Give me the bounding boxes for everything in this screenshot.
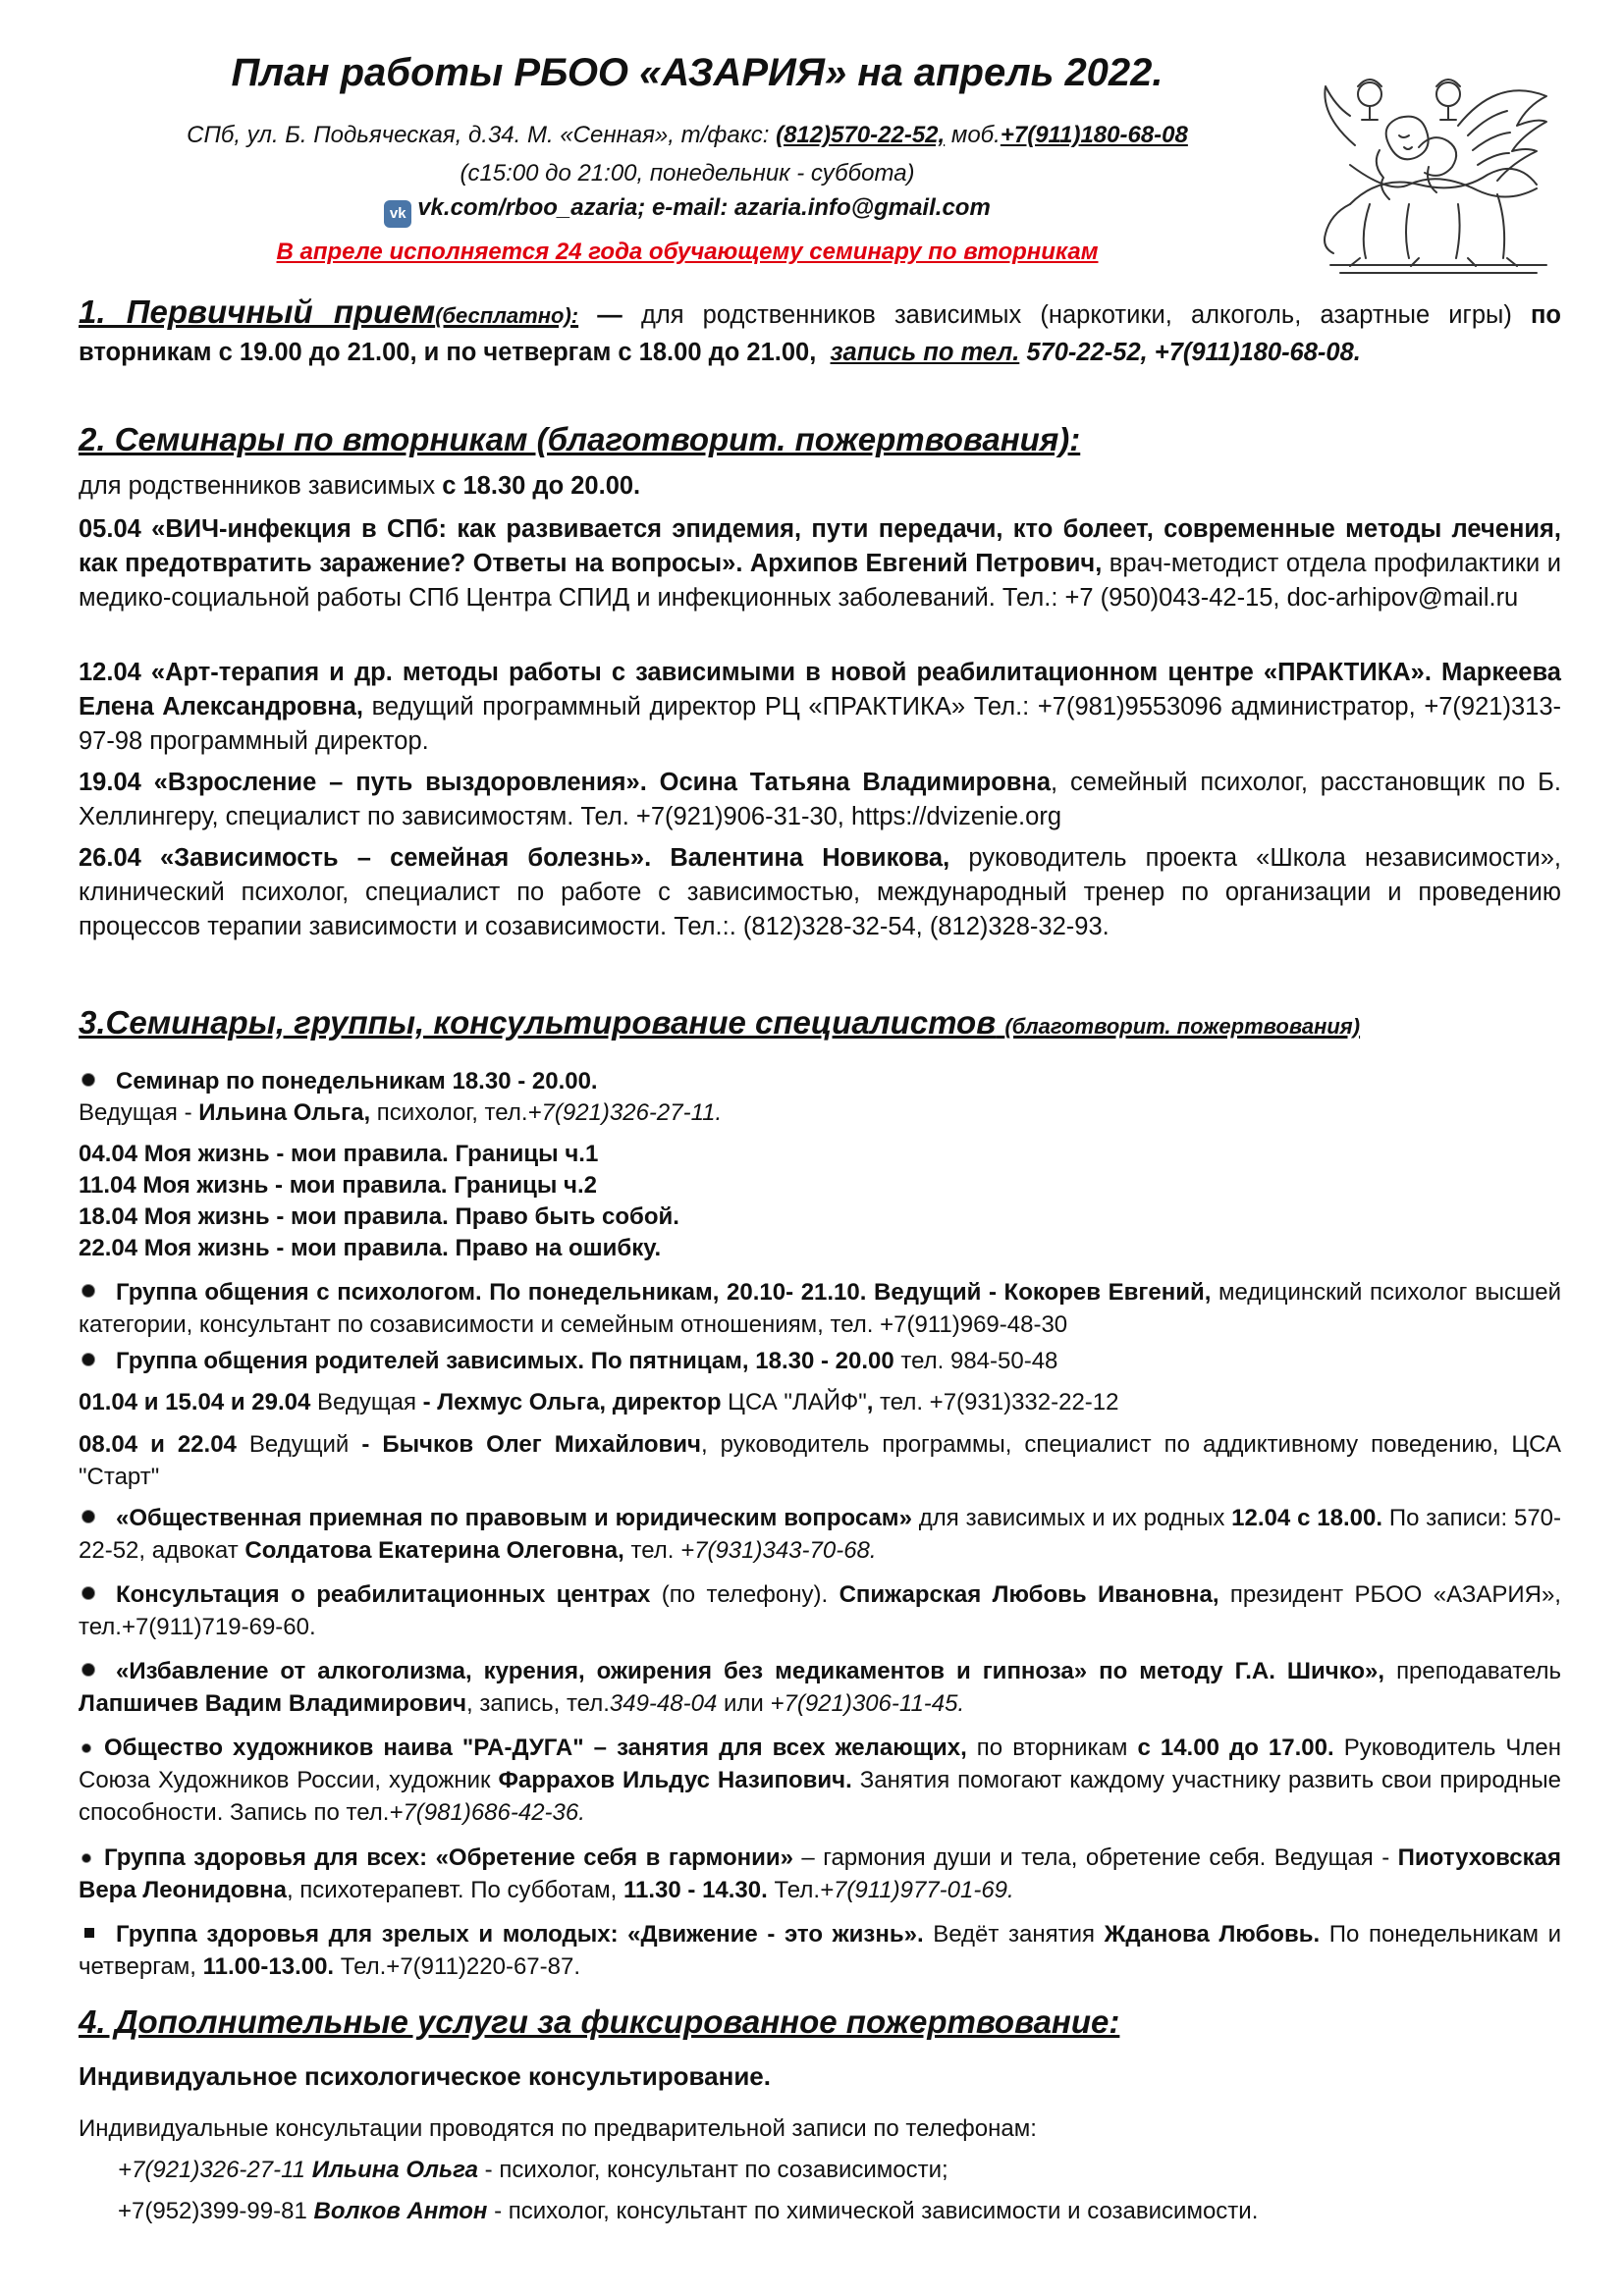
legal-reception-text-2: По записи: 570-22-52, адвокат <box>79 1505 1562 1564</box>
legal-reception-tel-label: тел. <box>623 1537 681 1564</box>
consultant-2 <box>79 2195 1561 2227</box>
phone-link[interactable]: (812)570-22-52, <box>776 122 946 148</box>
section-3-title: 3.Семинары, группы, консультирование специалистов <box>79 1004 997 1041</box>
artists-society-text-2: Руководитель Член Союза Художников России, художник <box>79 1735 1561 1793</box>
legal-reception-phone: +7(931)343-70-68. <box>680 1537 877 1564</box>
section-1-schedule: по вторникам с 19.00 до 21.00, и по четвергам с 18.00 до 21.00, <box>79 301 1561 366</box>
artists-society <box>79 1732 1561 1829</box>
session-org: ЦСА "ЛАЙФ" <box>721 1389 867 1415</box>
bullet-icon <box>82 1074 94 1086</box>
section-4-subtitle: Индивидуальное психологическое консультирование. <box>79 2061 771 2091</box>
section-2-title: 2. Семинары по вторникам (благотворит. пожертвования): <box>79 421 1081 457</box>
parents-group <box>79 1345 1561 1377</box>
psychologist-group-text: медицинский психолог высшей категории, консультант по созависимости и семейным отношениям, тел. +7(911)969-48-30 <box>79 1279 1561 1338</box>
shichko-method <box>79 1655 1561 1720</box>
bullet-icon <box>82 1854 90 1862</box>
psychologist-group <box>79 1276 1561 1341</box>
section-3-heading <box>79 1003 1561 1046</box>
seminar-title: 26.04 «Зависимость – семейная болезнь». Валентина Новикова, <box>79 844 950 872</box>
rehab-consultation <box>79 1578 1561 1643</box>
movement-group-text-2: По понедельникам и четвергам, <box>79 1921 1562 1980</box>
legal-reception-lawyer: Солдатова Екатерина Олеговна, <box>244 1537 624 1564</box>
health-group-tel-label: Тел. <box>767 1877 820 1903</box>
health-group-leader: Пиотуховская Вера Леонидовна <box>79 1844 1561 1903</box>
section-4-intro <box>79 2112 1561 2145</box>
health-group-text-2: , психотерапевт. По субботам, <box>286 1877 623 1903</box>
friday-session-1 <box>79 1386 1561 1418</box>
shichko-method-text: преподаватель <box>1384 1658 1562 1684</box>
list-item: 22.04 Моя жизнь - мои правила. Право на ошибку. <box>79 1235 662 1261</box>
session-dates: 01.04 и 15.04 и 29.04 <box>79 1389 311 1415</box>
legal-reception <box>79 1502 1561 1567</box>
section-2-intro-time: с 18.30 до 20.00. <box>442 472 641 500</box>
seminar-details: руководитель проекта «Школа независимости», клинический психолог, специалист по работе с зависимостью, международный тренер по организации и проведению процессов терапии зависимости и созависимости. Тел.:. (812)328-32-54, (812)328-32-93. <box>79 844 1561 940</box>
session-lead-label: Ведущий <box>236 1431 362 1458</box>
section-1-record-link[interactable]: запись по тел. <box>830 339 1020 366</box>
monday-seminar-title: Семинар по понедельникам 18.30 - 20.00. <box>116 1068 598 1095</box>
shichko-method-or: или <box>717 1690 771 1717</box>
section-1-note: (бесплатно): <box>435 303 579 328</box>
section-1-phones: 570-22-52, +7(911)180-68-08. <box>1019 339 1361 366</box>
artists-society-text-3: Занятия помогают каждому участнику развить свои природные способности. Запись по тел. <box>79 1767 1561 1826</box>
session-phone: тел. +7(931)332-22-12 <box>873 1389 1119 1415</box>
mobile-phone-link[interactable]: +7(911)180-68-08 <box>1000 122 1188 148</box>
seminar-title: 12.04 «Арт-терапия и др. методы работы с зависимыми в новой реабилитационном центре «ПРАКТИКА». Маркеева Елена Александровна, <box>79 659 1561 721</box>
health-group-text: – гармония души и тела, обретение себя. Ведущая - <box>792 1844 1398 1871</box>
section-1-heading: 1. Первичный прием <box>79 294 436 330</box>
square-bullet-icon <box>84 1928 94 1938</box>
rehab-consultation-text-2: президент РБОО «АЗАРИЯ», тел.+7(911)719-69-60. <box>79 1581 1561 1640</box>
health-group-movement <box>79 1918 1561 1983</box>
session-lead-label: Ведущая <box>310 1389 423 1415</box>
shichko-method-phone-1: 349-48-04 <box>609 1690 718 1717</box>
movement-group-phone: Тел.+7(911)220-67-87. <box>334 1953 580 1980</box>
section-4-intro-text: Индивидуальные консультации проводятся по предварительной записи по телефонам: <box>79 2115 1037 2142</box>
monday-lead-phone: +7(921)326-27-11. <box>527 1099 723 1126</box>
movement-group-leader: Жданова Любовь. <box>1104 1921 1321 1948</box>
shichko-method-title: «Избавление от алкоголизма, курения, ожирения без медикаментов и гипноза» по методу Г.А. Шичко», <box>116 1658 1385 1684</box>
monday-seminar <box>79 1066 1561 1129</box>
list-item: 04.04 Моя жизнь - мои правила. Границы ч.1 <box>79 1141 599 1167</box>
psychologist-group-title: Группа общения с психологом. По понедельникам, 20.10- 21.10. Ведущий - Кокорев Евгений, <box>116 1279 1212 1306</box>
seminar-details: ведущий программный директор РЦ «ПРАКТИКА» Тел.: +7(981)9553096 администратор, +7(921)313-97-98 программный директор. <box>79 693 1562 755</box>
monday-topics-list <box>79 1139 1561 1264</box>
hours-line: (с15:00 до 21:00, понедельник - суббота) <box>460 160 915 187</box>
seminar-details: , семейный психолог, расстановщик по Б. Хеллингеру, специалист по зависимостям. Тел. +7(921)906-31-30, https://dvizenie.org <box>79 769 1561 830</box>
consultant-name: Ильина Ольга <box>305 2157 478 2183</box>
contacts-text[interactable]: vk.com/rboo_azaria; e-mail: azaria.info@gmail.com <box>417 194 991 221</box>
health-group-phone: +7(911)977-01-69. <box>820 1877 1014 1903</box>
seminar-title: 19.04 «Взросление – путь выздоровления». Осина Татьяна Владимировна <box>79 769 1052 796</box>
health-group-time: 11.30 - 14.30. <box>623 1877 768 1903</box>
rehab-consultation-title: Консультация о реабилитационных центрах <box>116 1581 651 1608</box>
address-text: СПб, ул. Б. Подьяческая, д.34. М. «Сенная», т/факс: <box>187 122 777 148</box>
consultant-name: Волков Антон <box>306 2198 488 2224</box>
anniversary-notice: В апреле исполняется 24 года обучающему семинару по вторникам <box>276 239 1099 265</box>
consultant-phone: +7(921)326-27-11 <box>118 2157 306 2183</box>
bullet-icon <box>82 1285 94 1297</box>
parents-group-phone: тел. 984-50-48 <box>893 1348 1058 1374</box>
consultant-role: - психолог, консультант по созависимости; <box>478 2157 948 2183</box>
rehab-consultation-text: (по телефону). <box>650 1581 839 1608</box>
health-group-harmony <box>79 1842 1561 1906</box>
monday-lead-name: Ильина Ольга, <box>198 1099 371 1126</box>
dash: — <box>578 301 641 329</box>
session-lead-name: - Бычков Олег Михайлович <box>361 1431 701 1458</box>
legal-reception-date: 12.04 с 18.00. <box>1231 1505 1382 1531</box>
bullet-icon <box>82 1744 90 1752</box>
movement-group-text: Ведёт занятия <box>923 1921 1105 1948</box>
session-lead-name: - Лехмус Ольга, директор <box>422 1389 722 1415</box>
page-title: План работы РБОО «АЗАРИЯ» на апрель 2022. <box>231 51 1164 94</box>
bullet-icon <box>82 1664 94 1676</box>
seminar-item <box>79 766 1561 834</box>
seminar-title: 05.04 «ВИЧ-инфекция в СПб: как развивается эпидемия, пути передачи, кто болеет, современные методы лечения, как предотвратить заражение? Ответы на вопросы». Архипов Евгений Петрович, <box>79 515 1561 577</box>
session-comma: , <box>866 1389 874 1415</box>
session-dates: 08.04 и 22.04 <box>79 1431 237 1458</box>
bullet-icon <box>82 1354 94 1365</box>
address-line <box>88 122 1286 149</box>
list-item: 18.04 Моя жизнь - мои правила. Право быть собой. <box>79 1203 679 1230</box>
seminar-details: врач-методист отдела профилактики и медико-социальной работы СПб Центра СПИД и инфекционных заболеваний. Тел.: +7 (950)043-42-15, doc-arhipov@mail.ru <box>79 550 1561 612</box>
session-details: , руководитель программы, специалист по аддиктивному поведению, ЦСА "Старт" <box>79 1431 1561 1490</box>
legal-reception-title: «Общественная приемная по правовым и юридическим вопросам» <box>116 1505 912 1531</box>
section-2-intro <box>79 469 1561 504</box>
section-1-text: для родственников зависимых (наркотики, алкоголь, азартные игры) <box>640 301 1532 329</box>
artists-society-phone: +7(981)686-42-36. <box>389 1799 585 1826</box>
artists-society-leader: Фаррахов Ильдус Назипович. <box>498 1767 852 1793</box>
shichko-method-teacher: Лапшичев Вадим Владимирович <box>79 1690 467 1717</box>
seminar-item <box>79 841 1561 944</box>
vk-icon: vk <box>384 200 411 228</box>
movement-group-time: 11.00-13.00. <box>202 1953 335 1980</box>
friday-session-2 <box>79 1428 1561 1493</box>
section-4-heading <box>79 2002 1561 2043</box>
monday-lead-prefix: Ведущая - <box>79 1099 199 1126</box>
artists-society-text: по вторникам <box>966 1735 1138 1761</box>
movement-group-title: Группа здоровья для зрелых и молодых: «Движение - это жизнь». <box>116 1921 924 1948</box>
legal-reception-text: для зависимых и их родных <box>911 1505 1232 1531</box>
seminar-item <box>79 656 1561 759</box>
contacts-line <box>88 194 1286 228</box>
bullet-icon <box>82 1587 94 1599</box>
section-4-title: 4. Дополнительные услуги за фиксированное пожертвование: <box>79 2003 1120 2040</box>
rehab-consultation-name: Спижарская Любовь Ивановна, <box>839 1581 1219 1608</box>
artists-society-title: Общество художников наива "РА-ДУГА" – занятия для всех желающих, <box>104 1735 967 1761</box>
shichko-method-text-2: , запись, тел. <box>466 1690 610 1717</box>
bullet-icon <box>82 1511 94 1522</box>
section-primary-reception <box>79 293 1561 370</box>
section-2-intro-text: для родственников зависимых <box>79 472 443 500</box>
section-4-subheading <box>79 2059 1561 2094</box>
shichko-method-phone-2: +7(921)306-11-45. <box>770 1690 965 1717</box>
mobile-label: моб. <box>945 122 1001 148</box>
health-group-title: Группа здоровья для всех: «Обретение себя в гармонии» <box>104 1844 793 1871</box>
consultant-phone: +7(952)399-99-81 <box>118 2198 307 2224</box>
seminar-item <box>79 512 1561 615</box>
winged-lions-logo <box>1311 57 1556 293</box>
section-2-heading <box>79 420 1561 460</box>
consultant-1 <box>79 2154 1561 2186</box>
section-3-note: (благотворит. пожертвования) <box>1004 1014 1361 1039</box>
monday-lead-role: психолог, тел. <box>370 1099 528 1126</box>
list-item: 11.04 Моя жизнь - мои правила. Границы ч.2 <box>79 1172 597 1199</box>
parents-group-title: Группа общения родителей зависимых. По пятницам, 18.30 - 20.00 <box>116 1348 894 1374</box>
artists-society-time: с 14.00 до 17.00. <box>1137 1735 1334 1761</box>
consultant-role: - психолог, консультант по химической зависимости и созависимости. <box>487 2198 1259 2224</box>
